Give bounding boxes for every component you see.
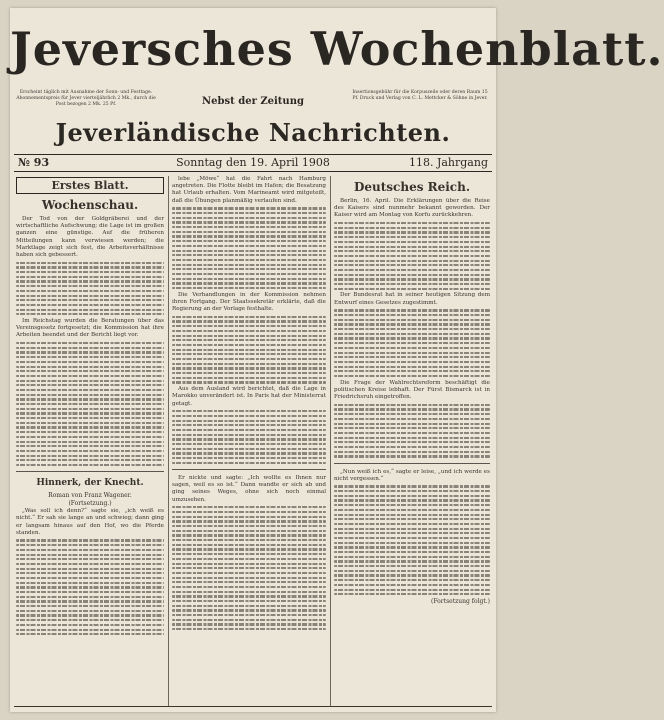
column-right xyxy=(334,176,490,706)
issue-date: Sonntag den 19. April 1908 xyxy=(176,156,330,169)
subscription-note: Erscheint täglich mit Ausnahme der Sonn- und Festtage. Abonnementspreis für Jever vierteljährlich 2 Mk., durch die Post bezogen 2 Mk. 25 Pf. xyxy=(16,90,156,107)
section-heading-reich: Deutsches Reich. xyxy=(353,180,471,194)
article-paragraph: „Nun weiß ich es,“ sagte er leise, „und ich werde es nicht vergessen.“ xyxy=(334,468,490,482)
article-paragraph: Der Tod von der Goldgräberei und der wirtschaftliche Aufschwung; die Lage ist im großen ganzen eine günstige. Auf die früheren Mitteilungen kann verwiesen werden; die Marktlage zeigt sich fest, die Arbeitsverhältnisse haben sich gebessert. xyxy=(16,216,164,259)
column-divider xyxy=(168,176,169,706)
article-paragraph: Im Reichstag wurden die Beratungen über das Vereinsgesetz fortgesetzt; die Kommission hat ihre Arbeiten beendet und der Bericht liegt vor. xyxy=(16,317,164,339)
story-author: Roman von Franz Wagener. xyxy=(48,492,132,500)
article-paragraph: Er nickte und sagte: „Ich wollte es Ihnen nur sagen, weil es so ist.“ Dann wandte er sich ab und ging seines Weges, ohne sich noch einmal umzusehen. xyxy=(172,474,326,503)
section-heading-weekly: Wochenschau. xyxy=(41,198,139,212)
supplement-line: Nebst der Zeitung xyxy=(202,96,304,107)
bottom-rule xyxy=(14,706,492,707)
column-divider xyxy=(330,176,331,706)
article-paragraph: Die Frage der Wahlrechtsreform beschäftigt die politischen Kreise lebhaft. Der Fürst Bismarck ist in Friedrichsruh eingetroffen. xyxy=(334,379,490,401)
column-left xyxy=(16,176,164,706)
article-paragraph: „Was soll ich denn?“ sagte sie, „ich weiß es nicht.“ Er sah sie lange an und schwieg; dann ging er langsam hinaus auf den Hof, wo die Pferde standen. xyxy=(16,508,164,536)
article-paragraph: Der Bundesrat hat in seiner heutigen Sitzung dem Entwurf eines Gesetzes zugestimmt. xyxy=(334,292,490,306)
article-paragraph: lebe „Möwe“ hat die Fahrt nach Hamburg angetreten. Die Flotte bleibt im Hafen; die Besatzung hat Urlaub erhalten. Vom Marineamt wird mitgeteilt, daß die Übungen planmäßig verlaufen sind. xyxy=(172,176,326,204)
newspaper-page xyxy=(10,8,664,712)
article-paragraph: Die Verhandlungen in der Kommission nehmen ihren Fortgang. Der Staatssekretär erklärte, daß die Regierung an der Vorlage festhalte. xyxy=(172,291,326,313)
newspaper-title: Jeversches Wochenblatt. xyxy=(10,22,664,76)
column-middle xyxy=(172,176,326,706)
story-continuation: (Fortsetzung.) xyxy=(68,500,112,508)
newspaper-subtitle: Jeverländische Nachrichten. xyxy=(55,118,451,147)
volume-label: 118. Jahrgang xyxy=(408,156,488,169)
advertising-note: Insertionsgebühr für die Korpuszeile oder deren Raum 15 Pf. Druck und Verlag von C. L. Mettcker & Söhne in Jever. xyxy=(352,90,488,101)
sheet-label: Erstes Blatt. xyxy=(16,177,164,194)
masthead xyxy=(10,8,664,178)
story-title: Hinnerk, der Knecht. xyxy=(36,478,144,489)
article-paragraph: Berlin, 16. April. Die Erklärungen über die Reise des Kaisers sind nunmehr bekannt geworden. Der Kaiser wird am Montag von Korfu zurückkehren. xyxy=(334,198,490,219)
continuation-note: (Fortsetzung folgt.) xyxy=(431,597,490,605)
issue-number: № 93 xyxy=(18,156,50,169)
article-paragraph: Aus dem Ausland wird berichtet, daß die Lage in Marokko unverändert ist. In Paris hat der Ministerrat getagt. xyxy=(172,386,326,407)
dateline xyxy=(14,154,492,172)
